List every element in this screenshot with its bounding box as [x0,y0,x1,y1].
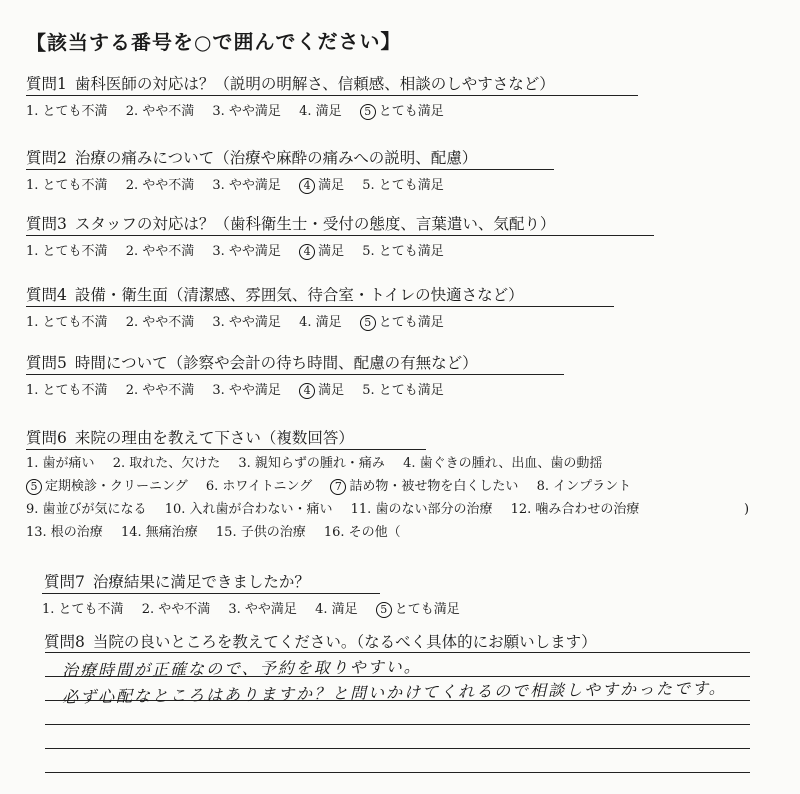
option-1[interactable]: 1. とても不満 [26,178,108,193]
option-2[interactable]: 2. やや不満 [125,315,195,330]
options-row [26,100,786,120]
option-15[interactable]: 15. 子供の治療 [215,525,306,540]
option-3[interactable]: 3. やや満足 [212,178,281,193]
circle-mark: 4 [299,244,315,260]
option-3[interactable]: 3. やや満足 [212,104,281,119]
handwritten-answer-line-1: 治療時間が正確なので、予約を取りやすい。 [61,657,422,680]
question-2 [26,146,786,194]
option-14[interactable]: 14. 無痛治療 [120,525,198,540]
circle-mark: 5 [26,479,42,495]
question-number: 質問6 [26,429,67,447]
option-3[interactable]: 3. 親知らずの腫れ・痛み [238,456,385,471]
option-2[interactable]: 2. やや不満 [125,104,195,119]
option-1[interactable]: 1. とても不満 [26,104,108,119]
circle-mark: 4 [299,383,315,399]
answer-line [45,652,750,653]
underline [26,235,654,236]
question-title: スタッフの対応は？（歯科衛生士・受付の態度、言葉遣い、気配り） [74,215,556,233]
option-4-selected[interactable]: 4 満足 [299,240,344,260]
page-header: 【該当する番号を○で囲んでください】 [25,29,402,55]
option-5-selected[interactable]: 5 とても満足 [376,598,460,618]
option-13[interactable]: 13. 根の治療 [26,525,103,540]
circle-mark: 5 [376,602,392,618]
option-5[interactable]: 5. とても満足 [362,178,444,193]
option-5[interactable]: 5. とても満足 [362,383,444,398]
option-3[interactable]: 3. やや満足 [212,383,281,398]
question-title: 時間について（診察や会計の待ち時間、配慮の有無など） [74,354,478,372]
option-2[interactable]: 2. やや不満 [141,602,211,617]
circle-mark: 5 [360,104,376,120]
option-3[interactable]: 3. やや満足 [228,602,297,617]
option-4[interactable]: 4. 歯ぐきの腫れ、出血、歯の動揺 [403,456,603,471]
question-3 [26,212,786,260]
question-number: 質問1 [26,75,67,93]
question-4 [26,283,786,331]
option-1[interactable]: 1. 歯が痛い [26,456,95,471]
option-2[interactable]: 2. 取れた、欠けた [112,456,221,471]
options-row [42,598,786,618]
option-10[interactable]: 10. 入れ歯が合わない・痛い [164,502,333,517]
question-6 [26,426,786,544]
question-8 [26,630,786,652]
other-close-paren: ) [744,502,750,517]
option-1[interactable]: 1. とても不満 [42,602,124,617]
options-row [26,452,786,475]
options-row [26,475,786,498]
question-title: 治療の痛みについて（治療や麻酔の痛みへの説明、配慮） [74,149,478,167]
option-5-selected[interactable]: 5 とても満足 [360,100,444,120]
answer-line [45,724,750,725]
question-title: 来院の理由を教えて下さい（複数回答） [74,429,354,447]
option-5-selected[interactable]: 5 定期検診・クリーニング [26,475,188,498]
question-title: 当院の良いところを教えてください。（なるべく具体的にお願いします） [92,633,597,651]
option-1[interactable]: 1. とても不満 [26,383,108,398]
question-title: 設備・衛生面（清潔感、雰囲気、待合室・トイレの快適さなど） [74,286,524,304]
option-2[interactable]: 2. やや不満 [125,244,195,259]
question-number: 質問3 [26,215,67,233]
question-number: 質問4 [26,286,67,304]
underline [26,95,638,96]
answer-line [45,772,750,773]
question-7 [26,570,786,618]
option-4[interactable]: 4. 満足 [315,602,358,617]
option-5[interactable]: 5. とても満足 [362,244,444,259]
option-4-selected[interactable]: 4 満足 [299,174,344,194]
option-11[interactable]: 11. 歯のない部分の治療 [350,502,493,517]
options-grid [26,452,786,544]
option-7-selected[interactable]: 7 詰め物・被せ物を白くしたい [330,475,518,498]
option-4-selected[interactable]: 4 満足 [299,379,344,399]
option-6[interactable]: 6. ホワイトニング [205,479,313,494]
option-8[interactable]: 8. インプラント [536,479,632,494]
option-2[interactable]: 2. やや不満 [125,383,195,398]
options-row [26,174,786,194]
question-title: 治療結果に満足できましたか？ [92,573,310,591]
option-12[interactable]: 12. 噛み合わせの治療 [510,502,640,517]
question-1 [26,72,786,120]
options-row [26,379,786,399]
options-row [26,311,786,331]
circle-mark: 5 [360,315,376,331]
question-title: 歯科医師の対応は？（説明の明解さ、信頼感、相談のしやすさなど） [74,75,555,93]
option-16-other[interactable]: 16. その他（ [323,525,401,540]
question-number: 質問8 [44,633,85,651]
underline [42,593,380,594]
options-row [26,240,786,260]
question-number: 質問2 [26,149,67,167]
option-9[interactable]: 9. 歯並びが気になる [26,502,147,517]
answer-line [45,748,750,749]
option-1[interactable]: 1. とても不満 [26,315,108,330]
question-number: 質問7 [44,573,85,591]
options-row [26,498,786,521]
underline [26,306,614,307]
option-4[interactable]: 4. 満足 [299,315,342,330]
question-number: 質問5 [26,354,67,372]
option-4[interactable]: 4. 満足 [299,104,342,119]
option-3[interactable]: 3. やや満足 [212,315,281,330]
underline [26,169,554,170]
circle-mark: 7 [330,479,346,495]
circle-mark: 4 [299,178,315,194]
option-3[interactable]: 3. やや満足 [212,244,281,259]
underline [26,449,426,450]
handwritten-answer-line-2: 必ず心配なところはありますか？と問いかけてくれるので相談しやすかったです。 [61,678,727,707]
option-5-selected[interactable]: 5 とても満足 [360,311,444,331]
option-2[interactable]: 2. やや不満 [125,178,195,193]
underline [26,374,564,375]
option-1[interactable]: 1. とても不満 [26,244,108,259]
question-5 [26,351,786,399]
